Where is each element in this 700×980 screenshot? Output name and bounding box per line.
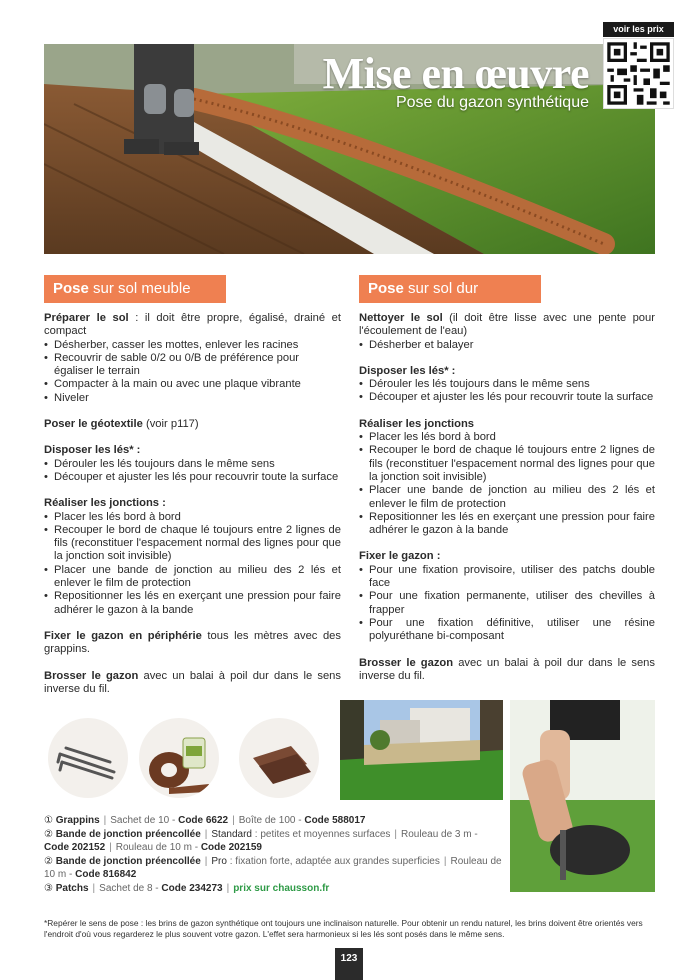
tape-roll-icon — [139, 718, 219, 798]
header-light: sur sol dur — [408, 280, 479, 297]
list-item: • Dérouler les lés toujours dans le même sens — [359, 378, 655, 391]
joints-title: Réaliser les jonctions — [359, 417, 475, 430]
installation-photo — [510, 700, 655, 892]
joints-list — [359, 431, 655, 537]
list-item: • Repositionner les lés en exerçant une pression pour faire adhérer le gazon à la bande — [359, 511, 655, 538]
legend-line-patchs: ③ Patchs | Sachet de 8 - Code 234273 | prix sur chausson.fr — [44, 882, 330, 894]
list-item: • Placer une bande de jonction au milieu des 2 lés et enlever le film de protection — [359, 484, 655, 511]
dispose-list — [359, 378, 655, 405]
list-item: • Pour une fixation provisoire, utiliser des patchs double face — [359, 564, 655, 591]
joints-title: Réaliser les jonctions : — [44, 497, 166, 510]
list-item: • Placer une bande de jonction au milieu des 2 lés et enlever le film de protection — [44, 564, 341, 591]
section-header-sol-dur — [359, 275, 541, 303]
fix-list — [359, 564, 655, 644]
qr-pattern — [604, 39, 673, 108]
left-column — [44, 312, 341, 696]
list-item: • Compacter à la main ou avec une plaque vibrante — [44, 378, 341, 391]
legend-line-grappins: ① Grappins | Sachet de 10 - Code 6622 | Boîte de 100 - Code 588017 — [44, 815, 366, 826]
hammer-scene — [510, 700, 655, 892]
list-item: • Recouper le bord de chaque lé toujours entre 2 lignes de fils (reconstituer l'espacement normal des lignes pour que la jonction soit invisible) — [359, 444, 655, 484]
list-item: • Dérouler les lés toujours dans le même sens — [44, 458, 341, 471]
patches-icon — [239, 718, 319, 798]
prep-list — [44, 339, 341, 405]
price-link[interactable]: prix sur chausson.fr — [233, 882, 330, 894]
list-item: • Découper et ajuster les lés pour recouvrir toute la surface — [44, 471, 341, 484]
list-item: • Repositionner les lés en exerçant une pression pour faire adhérer le gazon à la bande — [44, 590, 341, 617]
list-item: • Placer les lés bord à bord — [44, 511, 341, 524]
joints-list — [44, 511, 341, 617]
product-patchs-image — [239, 718, 319, 798]
grappins-icon — [48, 718, 128, 798]
footnote: *Repérer le sens de pose : les brins de gazon synthétique ont toujours une inclinaison naturelle. Pour obtenir un rendu naturel, les brins doivent être orientés vers l'endroit d'où vous regarderez le plus souvent votre gazon. L'effet sera harmonieux si les lés sont posés dans le même sens. — [44, 918, 643, 939]
dispose-list — [44, 458, 341, 485]
geotextile-paragraph: Poser le géotextile (voir p117) — [44, 418, 199, 431]
list-item: • Placer les lés bord à bord — [359, 431, 655, 444]
header-bold: Pose — [368, 280, 404, 297]
list-item: • Pour une fixation définitive, utiliser une résine polyuréthane bi-composant — [359, 617, 655, 644]
list-item: • Désherber et balayer — [359, 339, 655, 352]
hero-image — [44, 44, 655, 254]
brush-paragraph: Brosser le gazon avec un balai à poil dur dans le sens inverse du fil. — [359, 656, 655, 682]
product-bande-image — [139, 718, 219, 798]
dispose-title: Disposer les lés* : — [44, 444, 141, 457]
header-light: sur sol meuble — [93, 280, 191, 297]
garden-scene — [340, 700, 503, 800]
section-header-sol-meuble — [44, 275, 226, 303]
prep-paragraph: Préparer le sol : il doit être propre, égalisé, drainé et compact — [44, 312, 342, 338]
clean-paragraph: Nettoyer le sol (il doit être lisse avec une pente pour l'écoulement de l'eau) — [359, 312, 655, 338]
dispose-title: Disposer les lés* : — [359, 364, 456, 377]
qr-code[interactable] — [603, 38, 674, 109]
qr-label: voir les prix — [603, 22, 674, 37]
fix-paragraph: Fixer le gazon en périphérie tous les mètres avec des grappins. — [44, 629, 341, 656]
fix-title: Fixer le gazon : — [359, 550, 441, 563]
list-item: • Niveler — [44, 392, 341, 405]
page-title: Mise en œuvre — [322, 49, 589, 98]
right-column — [359, 312, 655, 683]
brush-paragraph: Brosser le gazon avec un balai à poil dur dans le sens inverse du fil. — [44, 669, 342, 695]
page-subtitle: Pose du gazon synthétique — [395, 94, 589, 111]
product-grappins-image — [48, 718, 128, 798]
list-item: • Pour une fixation permanente, utiliser des chevilles à frapper — [359, 590, 655, 617]
garden-photo — [340, 700, 503, 800]
list-item: • Recouvrir de sable 0/2 ou 0/B de préférence pour égaliser le terrain — [44, 352, 341, 379]
list-item: • Recouper le bord de chaque lé toujours entre 2 lignes de fils (reconstituer l'espacement normal des lignes pour que la jonction soit invisible) — [44, 524, 341, 564]
clean-list — [359, 339, 655, 352]
header-bold: Pose — [53, 280, 89, 297]
page-number: 123 — [335, 948, 363, 980]
legend-line-bande-pro: ② Bande de jonction préencollée | Pro : fixation forte, adaptée aux grandes superficies | Rouleau de 10 m - Code 816842 — [44, 855, 502, 880]
list-item: • Découper et ajuster les lés pour recouvrir toute la surface — [359, 391, 655, 404]
product-legend — [44, 814, 504, 895]
list-item: • Désherber, casser les mottes, enlever les racines — [44, 339, 341, 352]
legend-line-bande-standard: ② Bande de jonction préencollée | Standard : petites et moyennes surfaces | Rouleau de 3 m - Code 202152 | Rouleau de 10 m - Code 202159 — [44, 828, 478, 853]
